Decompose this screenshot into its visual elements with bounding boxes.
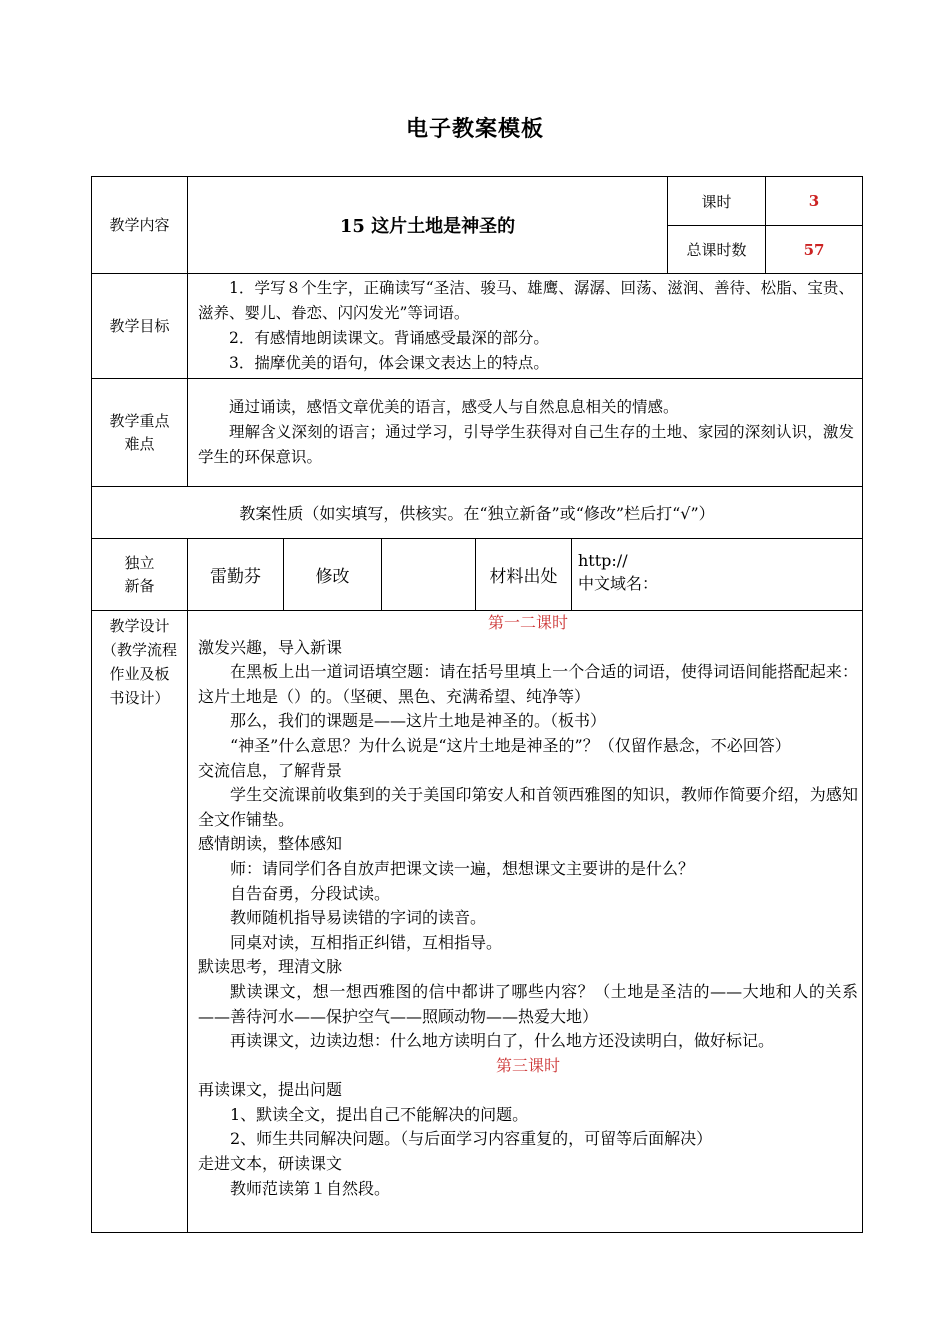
source-value <box>572 539 863 611</box>
design-line: 感情朗读，整体感知 <box>198 834 343 854</box>
source-url: http:// <box>578 551 628 570</box>
design-line: 教师随机指导易读错的字词的读音。 <box>230 908 487 928</box>
design-line: 那么，我们的课题是——这片土地是神圣的。（板书） <box>230 711 607 731</box>
lesson-title: 15 这片土地是神圣的 <box>188 177 668 274</box>
design-content <box>188 611 862 1203</box>
design-line: 同桌对读，互相指正纠错，互相指导。 <box>230 932 503 952</box>
goal-item: 3．揣摩优美的语句，体会课文表达上的特点。 <box>229 354 549 372</box>
design-line: 默读课文，想一想西雅图的信中都讲了哪些内容？（土地是圣洁的——大地和人的关系——善待河水——保护空气——照顾动物——热爱大地） <box>198 981 858 1026</box>
goals-content <box>188 274 863 379</box>
section-heading: 第三课时 <box>495 1055 560 1075</box>
design-line: 学生交流课前收集到的关于美国印第安人和首领西雅图的知识，教师作简要介绍，为感知全文作铺垫。 <box>198 785 858 829</box>
design-label-line: 作业及板 <box>109 665 170 683</box>
goal-item: 1．学写８个生字，正确读写“圣洁、骏马、雄鹰、潺潺、回荡、滋润、善待、松脂、宝贵、滋养、婴儿、眷恋、闪闪发光”等词语。 <box>198 279 854 322</box>
hours-value: 3 <box>766 177 863 226</box>
hours-label: 课时 <box>668 177 766 226</box>
goal-item: 2．有感情地朗读课文。背诵感受最深的部分。 <box>229 329 549 347</box>
plan-nature-note: 教案性质（如实填写，供核实。在“独立新备”或“修改”栏后打“√”） <box>92 487 863 539</box>
source-label: 材料出处 <box>476 539 572 611</box>
key-points-content <box>188 379 863 487</box>
goals-label: 教学目标 <box>92 274 188 379</box>
independent-label-line: 新备 <box>124 576 155 595</box>
design-line: 教师范读第１自然段。 <box>230 1178 391 1198</box>
modify-value <box>382 539 476 611</box>
design-line: 1、默读全文，提出自己不能解决的问题。 <box>230 1104 529 1124</box>
design-content-cell <box>188 611 863 1233</box>
design-label-line: （教学流程 <box>101 641 177 659</box>
design-line: 在黑板上出一道词语填空题：请在括号里填上一个合适的词语，使得词语间能搭配起来：这片土地是（）的。（坚硬、黑色、充满希望、纯净等） <box>198 662 858 706</box>
total-hours-value: 57 <box>766 226 863 274</box>
design-line: 再读课文，提出问题 <box>198 1080 343 1100</box>
key-points-label-line: 难点 <box>124 434 155 453</box>
section-heading: 第一二课时 <box>487 613 568 632</box>
total-hours-label: 总课时数 <box>668 226 766 274</box>
design-line: 交流信息，了解背景 <box>198 760 343 780</box>
design-label-line: 书设计） <box>109 689 170 707</box>
design-label-cell <box>92 611 188 1233</box>
design-label <box>92 611 187 710</box>
design-line: 走进文本，研读课文 <box>198 1154 343 1174</box>
key-point-item: 通过诵读，感悟文章优美的语言，感受人与自然息息相关的情感。 <box>229 398 679 416</box>
design-line: 再读课文，边读边想：什么地方读明白了，什么地方还没读明白，做好标记。 <box>230 1031 775 1051</box>
design-line: 2、师生共同解决问题。（与后面学习内容重复的，可留等后面解决） <box>230 1129 713 1149</box>
author-name: 雷勤芬 <box>188 539 284 611</box>
modify-label: 修改 <box>284 539 382 611</box>
design-label-line: 教学设计 <box>109 617 170 635</box>
design-line: 默读思考，理清文脉 <box>198 957 343 977</box>
independent-prep-label <box>92 539 188 611</box>
key-points-label <box>92 379 188 487</box>
design-line: 激发兴趣，导入新课 <box>198 637 343 657</box>
content-label: 教学内容 <box>92 177 188 274</box>
design-line: “神圣”什么意思？为什么说是“这片土地是神圣的”？（仅留作悬念，不必回答） <box>230 735 791 755</box>
source-domain: 中文域名： <box>578 574 659 593</box>
independent-label-line: 独立 <box>124 553 155 572</box>
document-title: 电子教案模板 <box>405 116 544 142</box>
design-line: 自告奋勇，分段试读。 <box>230 883 391 903</box>
key-points-label-line: 教学重点 <box>109 411 170 430</box>
lesson-plan-table <box>91 176 863 1233</box>
key-point-item: 理解含义深刻的语言；通过学习，引导学生获得对自己生存的土地、家园的深刻认识，激发学生的环保意识。 <box>198 423 854 466</box>
design-line: 师：请同学们各自放声把课文读一遍，想想课文主要讲的是什么？ <box>230 858 695 878</box>
